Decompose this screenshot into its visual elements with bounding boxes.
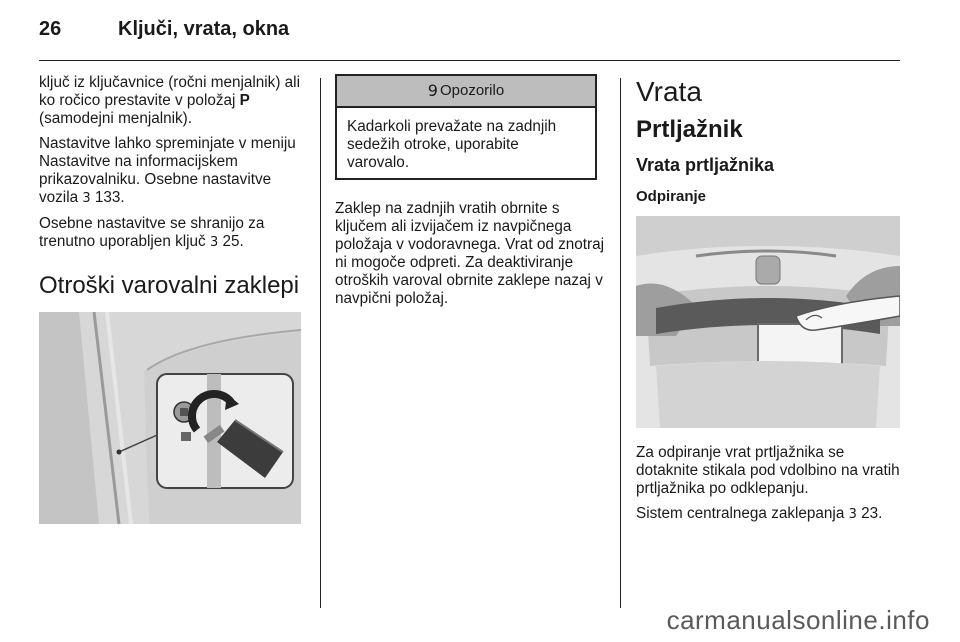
page-reference: 23. (856, 505, 883, 522)
child-lock-illustration (39, 312, 301, 524)
warning-triangle-icon: 9 (427, 81, 438, 100)
page-reference-icon: 3 (82, 191, 91, 206)
column-3 (636, 76, 904, 531)
topic-heading: Odpiranje (636, 188, 707, 205)
page-reference: 133. (90, 189, 125, 206)
column-divider (620, 78, 621, 608)
paragraph: ključ iz ključavnice (ročni menjalnik) ali ko ročico prestavite v položaj P (samodejni menjalnik). (39, 74, 300, 127)
header-rule (39, 60, 900, 61)
warning-box (335, 74, 597, 180)
page-reference: 25. (218, 233, 244, 250)
chapter-heading: Vrata (636, 76, 702, 107)
subsection-heading: Vrata prtljažnika (636, 155, 775, 175)
column-2 (335, 74, 605, 315)
page-number: 26 (39, 18, 62, 40)
paragraph: Za odpiranje vrat prtljažnika se dotaknite stikala pod vdolbino na vratih prtljažnika po odklepanju. (636, 444, 900, 497)
warning-title: Opozorilo (439, 82, 505, 99)
section-heading: Otroški varovalni zaklepi (39, 272, 300, 299)
paragraph: Sistem centralnega zaklepanja 3 23. (636, 505, 883, 522)
gear-position: P (239, 92, 250, 109)
column-1 (39, 74, 307, 524)
column-divider (320, 78, 321, 608)
section-heading: Prtljažnik (636, 116, 743, 143)
page-reference-icon: 3 (209, 235, 219, 250)
paragraph: Nastavitve lahko spreminjate v meniju Nastavitve na informacijskem prikazovalniku. Osebne nastavitve vozila 3 133. (39, 135, 296, 206)
warning-text: Kadarkoli prevažate na zadnjih sedežih otroke, uporabite varovalo. (347, 118, 557, 171)
paragraph: Osebne nastavitve se shranijo za trenutno uporabljen ključ 3 25. (39, 215, 265, 250)
watermark: carmanualsonline.info (666, 605, 930, 635)
page-reference-icon: 3 (848, 507, 857, 522)
paragraph: Zaklep na zadnjih vratih obrnite s ključem ali izvijačem iz navpičnega položaja v vodoravnega. Vrat od znotraj ni mogoče odpreti. Za deaktiviranje otroških varoval obrnite zaklepe nazaj v navpični položaj. (335, 200, 604, 307)
warning-header (337, 76, 595, 108)
tailgate-illustration (636, 216, 900, 428)
page-title: Ključi, vrata, okna (118, 18, 290, 40)
